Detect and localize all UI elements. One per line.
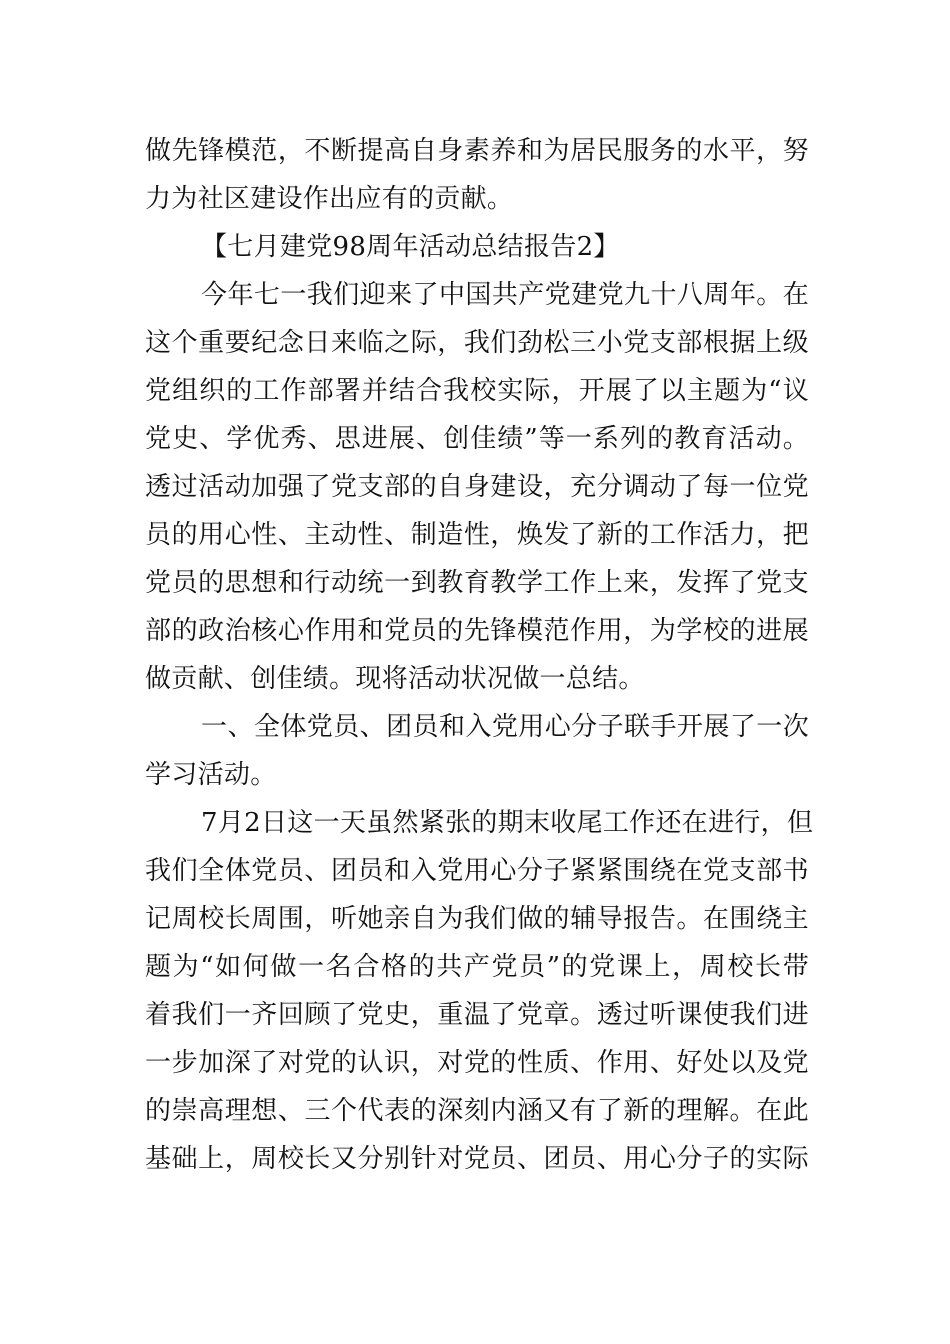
text-line: 一步加深了对党的认识，对党的性质、作用、好处以及党 [145,1048,809,1078]
subsection-heading: 一、全体党员、团员和入党用心分子联手开展了一次 [201,712,809,742]
text-line: 基础上，周校长又分别针对党员、团员、用心分子的实际 [145,1144,809,1174]
text-line: 党史、学优秀、思进展、创佳绩”等一系列的教育活动。 [145,424,809,454]
text-line: 党员的思想和行动统一到教育教学工作上来，发挥了党支 [145,568,809,598]
text-line: 员的用心性、主动性、制造性，焕发了新的工作活力，把 [145,520,809,550]
text-line: 的崇高理想、三个代表的深刻内涵又有了新的理解。在此 [145,1096,809,1126]
text-line: 7月2日这一天虽然紧张的期末收尾工作还在进行，但 [201,808,814,838]
document-body [145,127,814,1183]
text-line: 这个重要纪念日来临之际，我们劲松三小党支部根据上级 [145,328,809,358]
text-line: 学习活动。 [145,760,277,790]
text-line: 党组织的工作部署并结合我校实际，开展了以主题为“议 [145,376,809,406]
section-heading: 【七月建党98周年活动总结报告2】 [201,232,620,262]
text-line: 着我们一齐回顾了党史，重温了党章。透过听课使我们进 [145,1000,809,1030]
text-line: 部的政治核心作用和党员的先锋模范作用，为学校的进展 [145,616,809,646]
text-line: 记周校长周围，听她亲自为我们做的辅导报告。在围绕主 [145,904,809,934]
text-line: 我们全体党员、团员和入党用心分子紧紧围绕在党支部书 [145,856,809,886]
text-line: 透过活动加强了党支部的自身建设，充分调动了每一位党 [145,472,809,502]
text-line: 做贡献、创佳绩。现将活动状况做一总结。 [145,664,645,694]
text-line: 今年七一我们迎来了中国共产党建党九十八周年。在 [201,280,809,310]
text-line: 题为“如何做一名合格的共产党员”的党课上，周校长带 [145,952,809,982]
text-line: 做先锋模范，不断提高自身素养和为居民服务的水平，努 [145,136,809,166]
text-line: 力为社区建设作出应有的贡献。 [145,184,514,214]
